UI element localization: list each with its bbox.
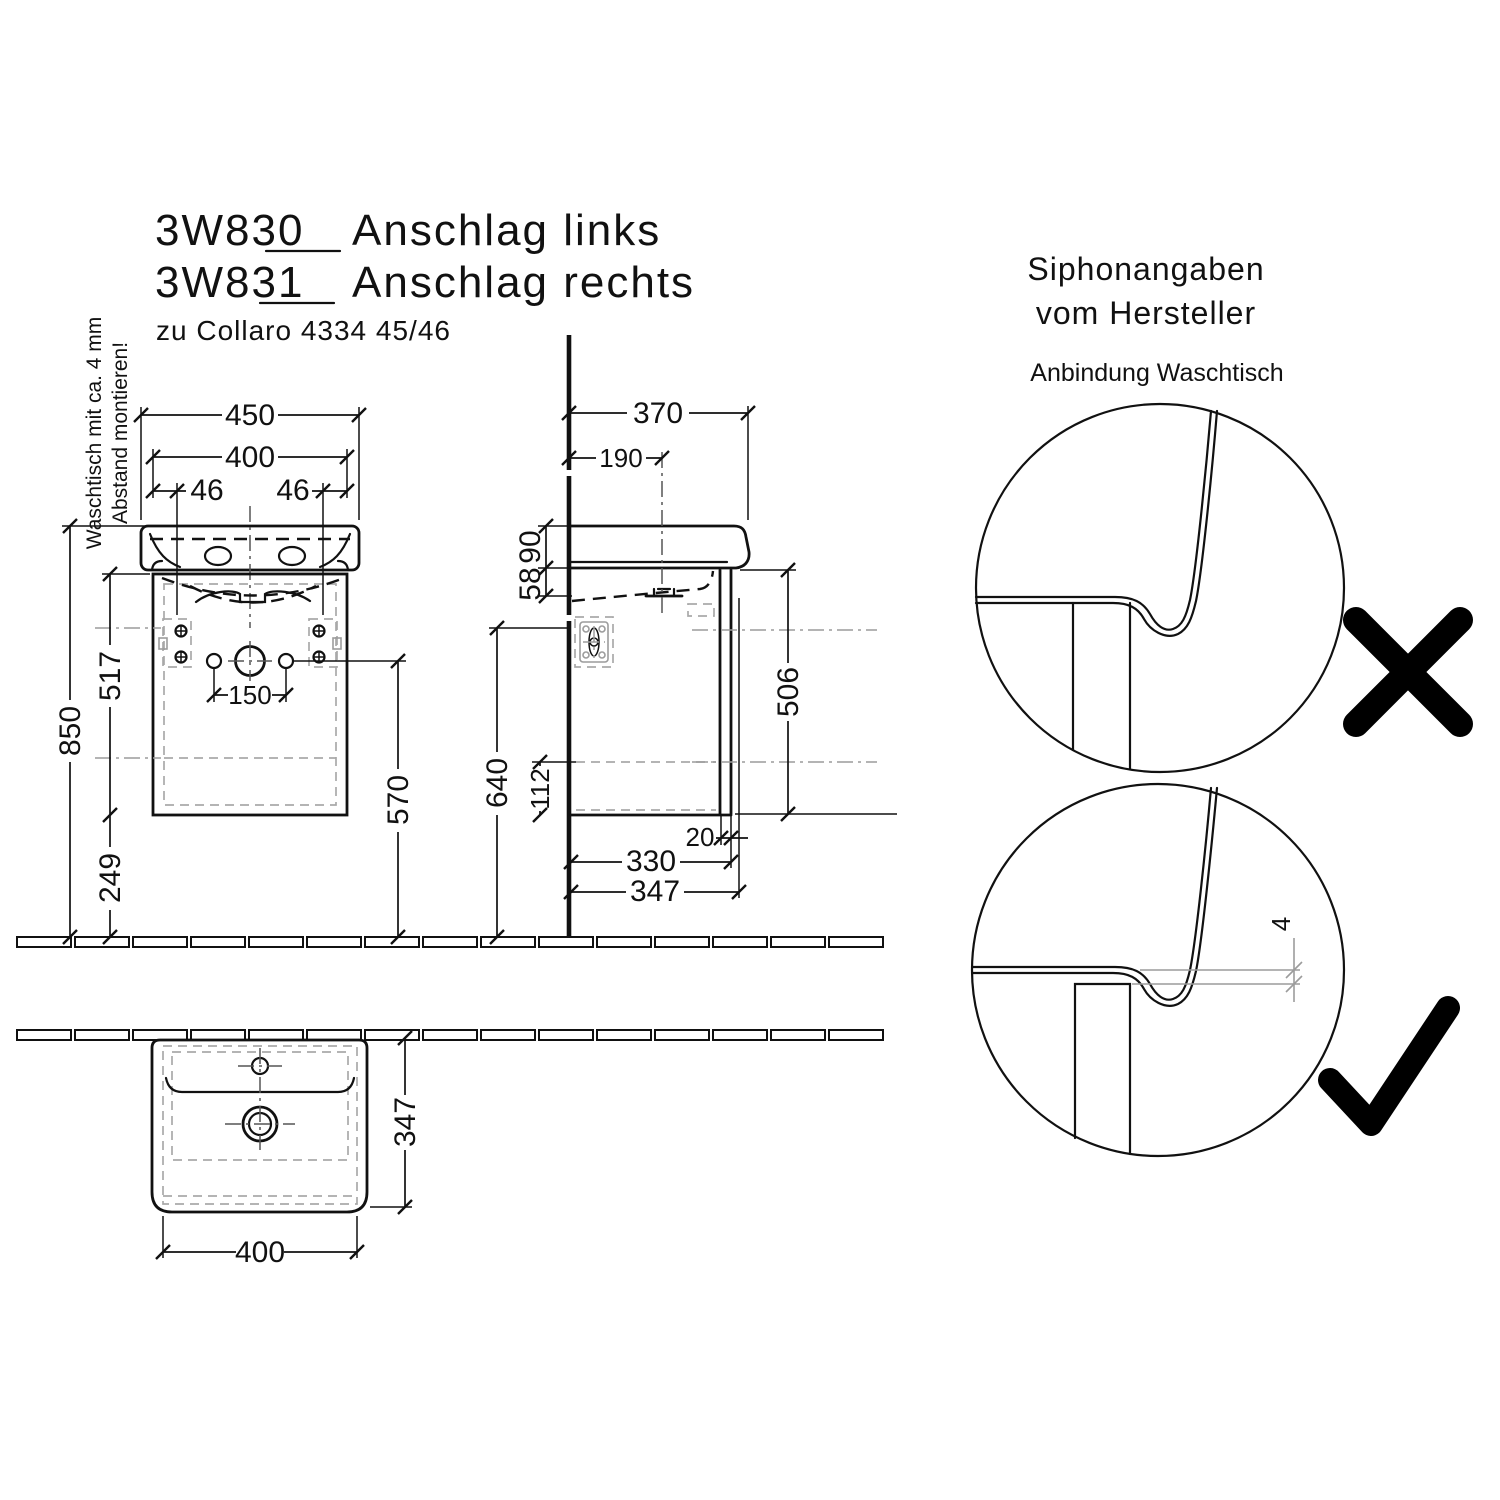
- wall-line-plan: [17, 1030, 883, 1040]
- dim-drain-offset: 190: [599, 443, 643, 473]
- basin-underside-dashed: [572, 571, 713, 601]
- model-code-left: 3W830: [155, 206, 305, 255]
- floor-line: [17, 937, 883, 947]
- siphon-profile-bottom: [976, 411, 1217, 636]
- overflow-hole-left: [205, 547, 231, 565]
- dim-recess-height: 112: [525, 768, 555, 810]
- dim-rim-height: 850: [54, 705, 87, 757]
- siphon-profile-top: [972, 788, 1211, 1000]
- siphon-heading-line2: vom Hersteller: [1035, 295, 1257, 331]
- dim-hole-spacing: 150: [228, 680, 272, 710]
- fixing-hole-left: [207, 654, 221, 668]
- model-label-right: Anschlag rechts: [352, 258, 696, 307]
- dim-plan-depth: 347: [389, 1096, 422, 1148]
- dim-clearance-height: 249: [94, 852, 127, 904]
- dim-door-height: 506: [772, 666, 805, 718]
- dim-offset-left: 46: [190, 474, 224, 507]
- mounting-note-line1: Waschtisch mit ca. 4 mm: [83, 316, 106, 550]
- dim-basin-height-side: 90: [514, 530, 547, 564]
- title-block: [155, 206, 695, 346]
- plan-view: [152, 1031, 422, 1269]
- mounting-bracket-right: [309, 619, 341, 667]
- dim-plan-width: 400: [234, 1236, 286, 1269]
- dim-basin-depth: 370: [632, 397, 684, 430]
- washbasin-side: [571, 526, 749, 898]
- model-label-left: Anschlag links: [352, 206, 662, 255]
- siphon-subheading: Anbindung Waschtisch: [1030, 359, 1284, 387]
- plan-dimensions: [156, 1031, 422, 1269]
- dim-outlet-height: 640: [481, 757, 514, 809]
- siphon-panel: [972, 251, 1460, 1156]
- dim-total-depth: 347: [629, 875, 681, 908]
- side-view: [481, 335, 897, 944]
- dim-body-depth: 330: [625, 845, 677, 878]
- gap-dimension: [1132, 917, 1302, 1002]
- checkmark-icon: [1330, 1008, 1448, 1124]
- siphon-profile-top: [976, 411, 1211, 630]
- model-code-right: 3W831: [155, 258, 305, 307]
- siphon-heading-line1: Siphonangaben: [1027, 251, 1265, 287]
- wall-bracket-side: [575, 617, 613, 667]
- mounting-note-line2: Abstand montieren!: [109, 341, 132, 525]
- recess-dashed: [576, 762, 716, 810]
- mounting-note: [83, 317, 132, 550]
- dim-front-gap: 58: [514, 567, 547, 601]
- vanity-cabinet-side: [571, 452, 877, 815]
- detail-circle-wrong: [976, 404, 1344, 772]
- dim-gap-4mm: 4: [1266, 916, 1296, 932]
- subtitle: zu Collaro 4334 45/46: [156, 315, 451, 346]
- dim-drain-height: 570: [382, 774, 415, 826]
- cabinet-panel-touching: [1073, 603, 1130, 769]
- cross-icon: [1356, 620, 1460, 724]
- dim-cabinet-width: 400: [224, 441, 276, 474]
- fixing-hole-right: [279, 654, 293, 668]
- dim-basin-width: 450: [224, 399, 276, 432]
- dim-cabinet-height: 517: [94, 650, 127, 702]
- dim-door-thickness: 20: [685, 822, 715, 852]
- detail-circle-correct: [972, 784, 1344, 1156]
- side-dimensions: [481, 397, 897, 944]
- siphon-profile-bottom: [972, 788, 1217, 1006]
- overflow-hole-right: [279, 547, 305, 565]
- cabinet-panel-with-gap: [1075, 984, 1130, 1154]
- washbasin-front: [141, 506, 359, 628]
- dim-offset-right: 46: [276, 474, 310, 507]
